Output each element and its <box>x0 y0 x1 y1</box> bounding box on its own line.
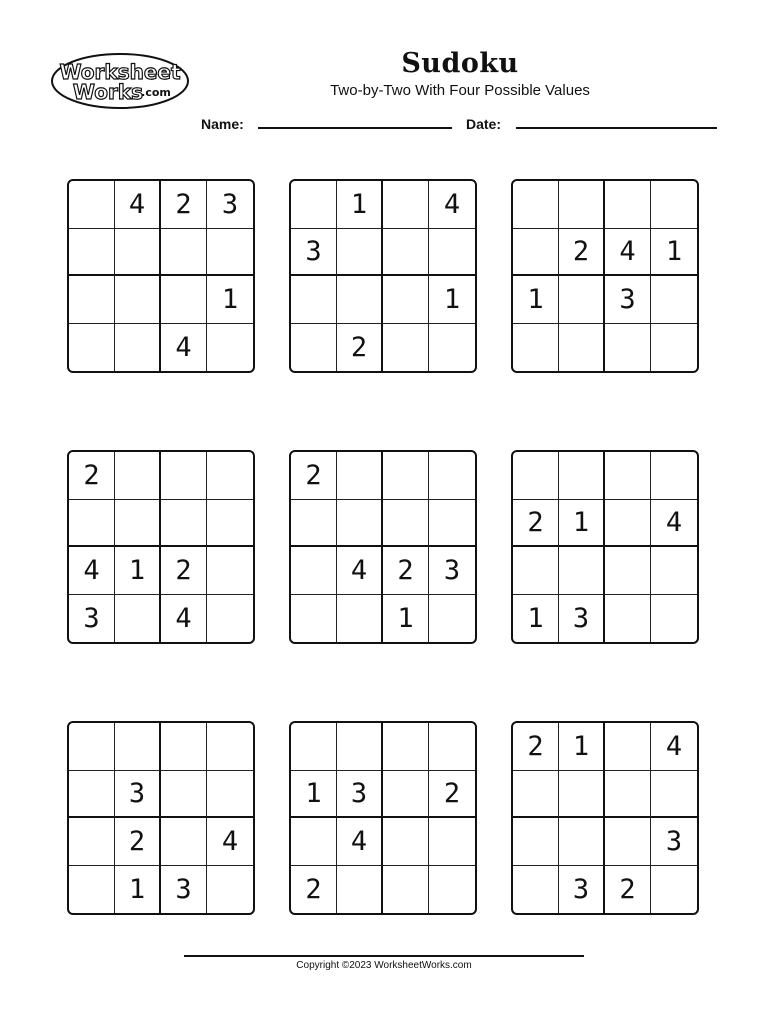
sudoku-cell[interactable]: 3 <box>559 866 605 914</box>
sudoku-cell[interactable]: 3 <box>651 818 697 866</box>
sudoku-cell[interactable] <box>161 818 207 866</box>
sudoku-puzzle-2 <box>289 179 477 373</box>
sudoku-cell[interactable] <box>337 276 383 324</box>
sudoku-cell[interactable]: 4 <box>651 723 697 771</box>
sudoku-cell[interactable] <box>513 818 559 866</box>
sudoku-cell[interactable] <box>207 324 253 372</box>
sudoku-cell[interactable] <box>559 771 605 819</box>
sudoku-cell[interactable]: 1 <box>651 229 697 277</box>
sudoku-puzzle-1 <box>67 179 255 373</box>
sudoku-cell[interactable] <box>337 452 383 500</box>
sudoku-cell[interactable] <box>337 595 383 643</box>
sudoku-cell[interactable] <box>69 818 115 866</box>
sudoku-cell[interactable]: 3 <box>161 866 207 914</box>
sudoku-cell[interactable]: 1 <box>115 866 161 914</box>
sudoku-cell[interactable] <box>429 866 475 914</box>
sudoku-cell[interactable]: 4 <box>69 547 115 595</box>
sudoku-cell[interactable] <box>651 276 697 324</box>
sudoku-cell[interactable] <box>115 595 161 643</box>
sudoku-cell[interactable] <box>291 818 337 866</box>
sudoku-cell[interactable] <box>161 723 207 771</box>
copyright-text: Copyright ©2023 WorksheetWorks.com <box>296 960 472 971</box>
sudoku-cell[interactable] <box>207 500 253 548</box>
sudoku-cell[interactable] <box>383 452 429 500</box>
sudoku-puzzle-7 <box>67 721 255 915</box>
sudoku-puzzle-9 <box>511 721 699 915</box>
sudoku-cell[interactable]: 2 <box>429 771 475 819</box>
sudoku-cell[interactable]: 2 <box>161 547 207 595</box>
sudoku-cell[interactable]: 1 <box>383 595 429 643</box>
sudoku-cell[interactable]: 3 <box>115 771 161 819</box>
sudoku-cell[interactable] <box>513 181 559 229</box>
logo-line1: Worksheet <box>59 60 181 84</box>
sudoku-cell[interactable]: 2 <box>161 181 207 229</box>
page-subtitle: Two-by-Two With Four Possible Values <box>330 82 590 99</box>
sudoku-cell[interactable] <box>161 452 207 500</box>
sudoku-cell[interactable] <box>651 181 697 229</box>
sudoku-cell[interactable]: 4 <box>337 547 383 595</box>
worksheetworks-logo <box>50 52 190 110</box>
sudoku-cell[interactable] <box>383 276 429 324</box>
date-label: Date: <box>466 116 502 132</box>
sudoku-cell[interactable] <box>605 771 651 819</box>
sudoku-cell[interactable] <box>69 500 115 548</box>
sudoku-cell[interactable] <box>69 181 115 229</box>
sudoku-cell[interactable]: 1 <box>513 276 559 324</box>
sudoku-cell[interactable] <box>513 771 559 819</box>
footer-divider <box>184 955 584 957</box>
sudoku-cell[interactable] <box>513 229 559 277</box>
sudoku-cell[interactable] <box>207 866 253 914</box>
sudoku-puzzle-6 <box>511 450 699 644</box>
sudoku-cell[interactable] <box>115 229 161 277</box>
sudoku-cell[interactable]: 4 <box>161 595 207 643</box>
name-label: Name: <box>201 116 244 132</box>
sudoku-cell[interactable] <box>161 771 207 819</box>
sudoku-puzzle-4 <box>67 450 255 644</box>
logo-suffix: .com <box>141 86 171 99</box>
sudoku-cell[interactable]: 4 <box>207 818 253 866</box>
sudoku-cell[interactable] <box>337 229 383 277</box>
sudoku-cell[interactable]: 1 <box>291 771 337 819</box>
sudoku-cell[interactable]: 1 <box>559 500 605 548</box>
sudoku-cell[interactable] <box>429 229 475 277</box>
sudoku-cell[interactable] <box>651 771 697 819</box>
sudoku-cell[interactable] <box>291 500 337 548</box>
sudoku-cell[interactable] <box>429 595 475 643</box>
sudoku-cell[interactable] <box>207 452 253 500</box>
sudoku-cell[interactable] <box>513 866 559 914</box>
sudoku-cell[interactable] <box>207 229 253 277</box>
sudoku-cell[interactable] <box>291 723 337 771</box>
sudoku-cell[interactable]: 3 <box>429 547 475 595</box>
date-field[interactable] <box>516 127 717 129</box>
sudoku-cell[interactable] <box>605 818 651 866</box>
sudoku-cell[interactable]: 1 <box>207 276 253 324</box>
sudoku-cell[interactable] <box>207 723 253 771</box>
sudoku-cell[interactable] <box>513 452 559 500</box>
sudoku-cell[interactable] <box>651 452 697 500</box>
sudoku-cell[interactable]: 4 <box>651 500 697 548</box>
sudoku-cell[interactable] <box>69 229 115 277</box>
sudoku-cell[interactable] <box>605 723 651 771</box>
sudoku-cell[interactable] <box>559 818 605 866</box>
sudoku-cell[interactable] <box>383 723 429 771</box>
sudoku-cell[interactable] <box>69 324 115 372</box>
sudoku-cell[interactable]: 2 <box>337 324 383 372</box>
sudoku-cell[interactable] <box>161 500 207 548</box>
sudoku-cell[interactable] <box>291 276 337 324</box>
sudoku-cell[interactable]: 2 <box>513 723 559 771</box>
sudoku-cell[interactable] <box>605 500 651 548</box>
sudoku-cell[interactable] <box>115 276 161 324</box>
sudoku-cell[interactable] <box>651 547 697 595</box>
sudoku-cell[interactable] <box>383 818 429 866</box>
sudoku-cell[interactable]: 2 <box>605 866 651 914</box>
sudoku-cell[interactable]: 1 <box>115 547 161 595</box>
sudoku-cell[interactable]: 4 <box>115 181 161 229</box>
sudoku-cell[interactable] <box>605 181 651 229</box>
sudoku-cell[interactable] <box>69 866 115 914</box>
sudoku-cell[interactable]: 3 <box>337 771 383 819</box>
sudoku-cell[interactable]: 2 <box>559 229 605 277</box>
sudoku-cell[interactable]: 2 <box>383 547 429 595</box>
sudoku-cell[interactable] <box>115 452 161 500</box>
page-title: Sudoku <box>401 48 519 79</box>
sudoku-cell[interactable] <box>161 276 207 324</box>
sudoku-cell[interactable] <box>429 452 475 500</box>
sudoku-cell[interactable] <box>207 771 253 819</box>
sudoku-cell[interactable] <box>337 866 383 914</box>
sudoku-cell[interactable] <box>115 723 161 771</box>
sudoku-cell[interactable] <box>429 500 475 548</box>
sudoku-cell[interactable]: 3 <box>291 229 337 277</box>
sudoku-cell[interactable] <box>559 547 605 595</box>
sudoku-cell[interactable]: 2 <box>69 452 115 500</box>
sudoku-cell[interactable] <box>291 324 337 372</box>
sudoku-puzzle-8 <box>289 721 477 915</box>
sudoku-cell[interactable]: 1 <box>559 723 605 771</box>
sudoku-cell[interactable] <box>337 500 383 548</box>
sudoku-cell[interactable] <box>605 595 651 643</box>
sudoku-cell[interactable]: 1 <box>513 595 559 643</box>
sudoku-cell[interactable] <box>513 324 559 372</box>
sudoku-cell[interactable] <box>429 723 475 771</box>
sudoku-cell[interactable] <box>337 723 383 771</box>
sudoku-cell[interactable] <box>161 229 207 277</box>
sudoku-cell[interactable]: 2 <box>513 500 559 548</box>
sudoku-cell[interactable]: 4 <box>605 229 651 277</box>
sudoku-cell[interactable] <box>429 324 475 372</box>
sudoku-cell[interactable] <box>383 229 429 277</box>
sudoku-cell[interactable]: 4 <box>161 324 207 372</box>
sudoku-cell[interactable] <box>559 181 605 229</box>
sudoku-cell[interactable]: 2 <box>291 452 337 500</box>
name-field[interactable] <box>258 127 452 129</box>
sudoku-cell[interactable] <box>207 547 253 595</box>
sudoku-cell[interactable] <box>559 324 605 372</box>
sudoku-cell[interactable] <box>605 452 651 500</box>
sudoku-cell[interactable] <box>383 500 429 548</box>
sudoku-cell[interactable]: 4 <box>429 181 475 229</box>
sudoku-cell[interactable] <box>207 595 253 643</box>
sudoku-cell[interactable] <box>429 818 475 866</box>
sudoku-puzzle-5 <box>289 450 477 644</box>
sudoku-cell[interactable] <box>115 324 161 372</box>
sudoku-cell[interactable] <box>69 771 115 819</box>
sudoku-cell[interactable] <box>513 547 559 595</box>
sudoku-cell[interactable]: 3 <box>207 181 253 229</box>
sudoku-cell[interactable] <box>559 452 605 500</box>
sudoku-puzzle-3 <box>511 179 699 373</box>
sudoku-cell[interactable] <box>651 595 697 643</box>
sudoku-cell[interactable] <box>605 547 651 595</box>
sudoku-cell[interactable] <box>651 866 697 914</box>
sudoku-cell[interactable] <box>559 276 605 324</box>
sudoku-cell[interactable]: 1 <box>429 276 475 324</box>
sudoku-cell[interactable] <box>383 771 429 819</box>
sudoku-cell[interactable] <box>383 324 429 372</box>
sudoku-cell[interactable] <box>383 866 429 914</box>
sudoku-cell[interactable]: 3 <box>69 595 115 643</box>
sudoku-cell[interactable] <box>651 324 697 372</box>
logo-line2: Works <box>72 80 144 104</box>
sudoku-cell[interactable] <box>69 723 115 771</box>
sudoku-cell[interactable] <box>291 181 337 229</box>
sudoku-cell[interactable]: 3 <box>559 595 605 643</box>
sudoku-cell[interactable] <box>115 500 161 548</box>
sudoku-cell[interactable]: 2 <box>115 818 161 866</box>
sudoku-cell[interactable] <box>383 181 429 229</box>
sudoku-cell[interactable]: 1 <box>337 181 383 229</box>
sudoku-cell[interactable] <box>291 547 337 595</box>
sudoku-cell[interactable] <box>69 276 115 324</box>
sudoku-cell[interactable]: 4 <box>337 818 383 866</box>
sudoku-cell[interactable]: 3 <box>605 276 651 324</box>
sudoku-cell[interactable] <box>605 324 651 372</box>
sudoku-cell[interactable] <box>291 595 337 643</box>
sudoku-cell[interactable]: 2 <box>291 866 337 914</box>
